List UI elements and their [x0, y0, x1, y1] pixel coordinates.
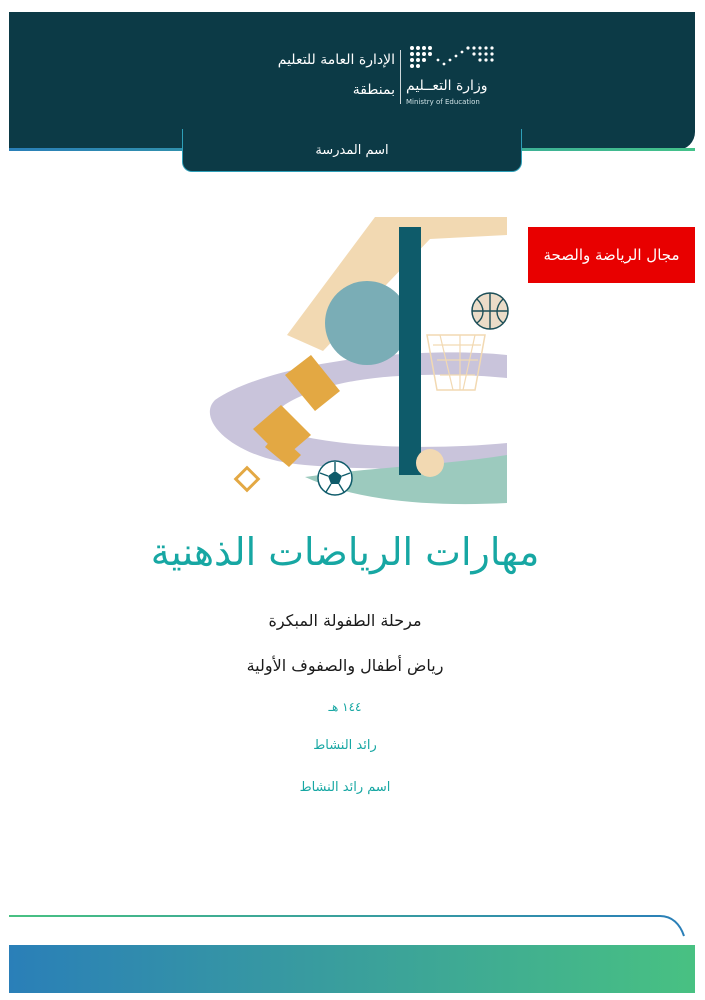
document-title: مهارات الرياضات الذهنية: [150, 530, 540, 574]
basketball-icon: [472, 293, 508, 329]
teal-circle: [325, 281, 409, 365]
beige-dot: [416, 449, 444, 477]
education-stage: مرحلة الطفولة المبكرة: [268, 611, 422, 630]
school-name: اسم المدرسة: [315, 142, 389, 158]
admin-region: بمنطقة: [352, 82, 395, 98]
header-divider: [400, 50, 401, 104]
target-grades: رياض أطفال والصفوف الأولية: [246, 656, 444, 675]
gold-diamond: [236, 468, 259, 491]
teal-post: [399, 227, 421, 475]
activity-leader-name: اسم رائد النشاط: [299, 780, 391, 795]
school-name-tab: [182, 129, 522, 172]
ministry-logo-icon: [408, 44, 496, 74]
domain-badge-label: مجال الرياضة والصحة: [543, 246, 680, 264]
hijri-year: ١٤٤ هـ: [328, 700, 362, 714]
ministry-name-english: Ministry of Education: [406, 98, 480, 106]
activity-leader-title: رائد النشاط: [313, 738, 377, 753]
domain-badge: [528, 227, 695, 283]
footer-banner: [9, 945, 695, 993]
admin-title: الإدارة العامة للتعليم: [277, 52, 395, 68]
lavender-swoosh: [210, 352, 507, 468]
ministry-name-arabic: وزارة التعــليم: [406, 78, 488, 94]
sports-illustration: [205, 215, 510, 507]
soccer-ball-icon: [318, 461, 352, 495]
